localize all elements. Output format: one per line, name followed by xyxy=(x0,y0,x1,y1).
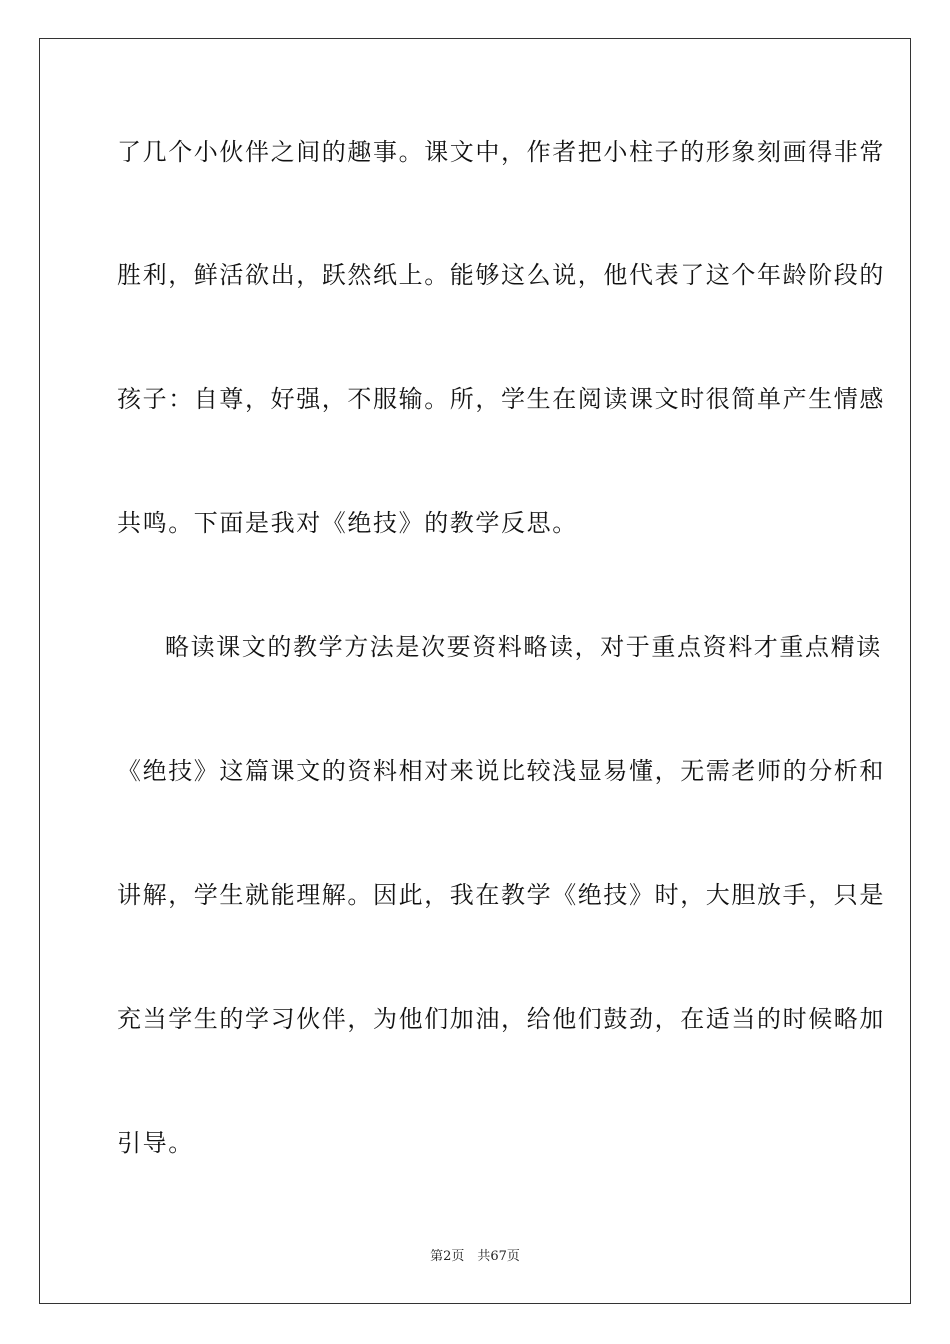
body-text-line: 讲解，学生就能理解。因此，我在教学《绝技》时，大胆放手，只是 xyxy=(117,881,885,909)
body-text-line: 胜利，鲜活欲出，跃然纸上。能够这么说，他代表了这个年龄阶段的 xyxy=(117,261,885,289)
body-text-line: 共鸣。下面是我对《绝技》的教学反思。 xyxy=(117,509,578,537)
page-border xyxy=(39,38,911,1304)
body-text-line: 充当学生的学习伙伴，为他们加油，给他们鼓劲，在适当的时候略加 xyxy=(117,1005,885,1033)
body-text-line: 孩子：自尊，好强，不服输。所，学生在阅读课文时很简单产生情感 xyxy=(117,385,885,413)
body-text-line: 引导。 xyxy=(117,1129,194,1157)
paragraph-first-line: 略读课文的教学方法是次要资料略读，对于重点资料才重点精读 xyxy=(165,633,882,661)
body-text-line: 《绝技》这篇课文的资料相对来说比较浅显易懂，无需老师的分析和 xyxy=(117,757,885,785)
page-number-footer: 第2页 共67页 xyxy=(430,1249,520,1264)
body-text-line: 了几个小伙伴之间的趣事。课文中，作者把小柱子的形象刻画得非常 xyxy=(117,138,885,166)
